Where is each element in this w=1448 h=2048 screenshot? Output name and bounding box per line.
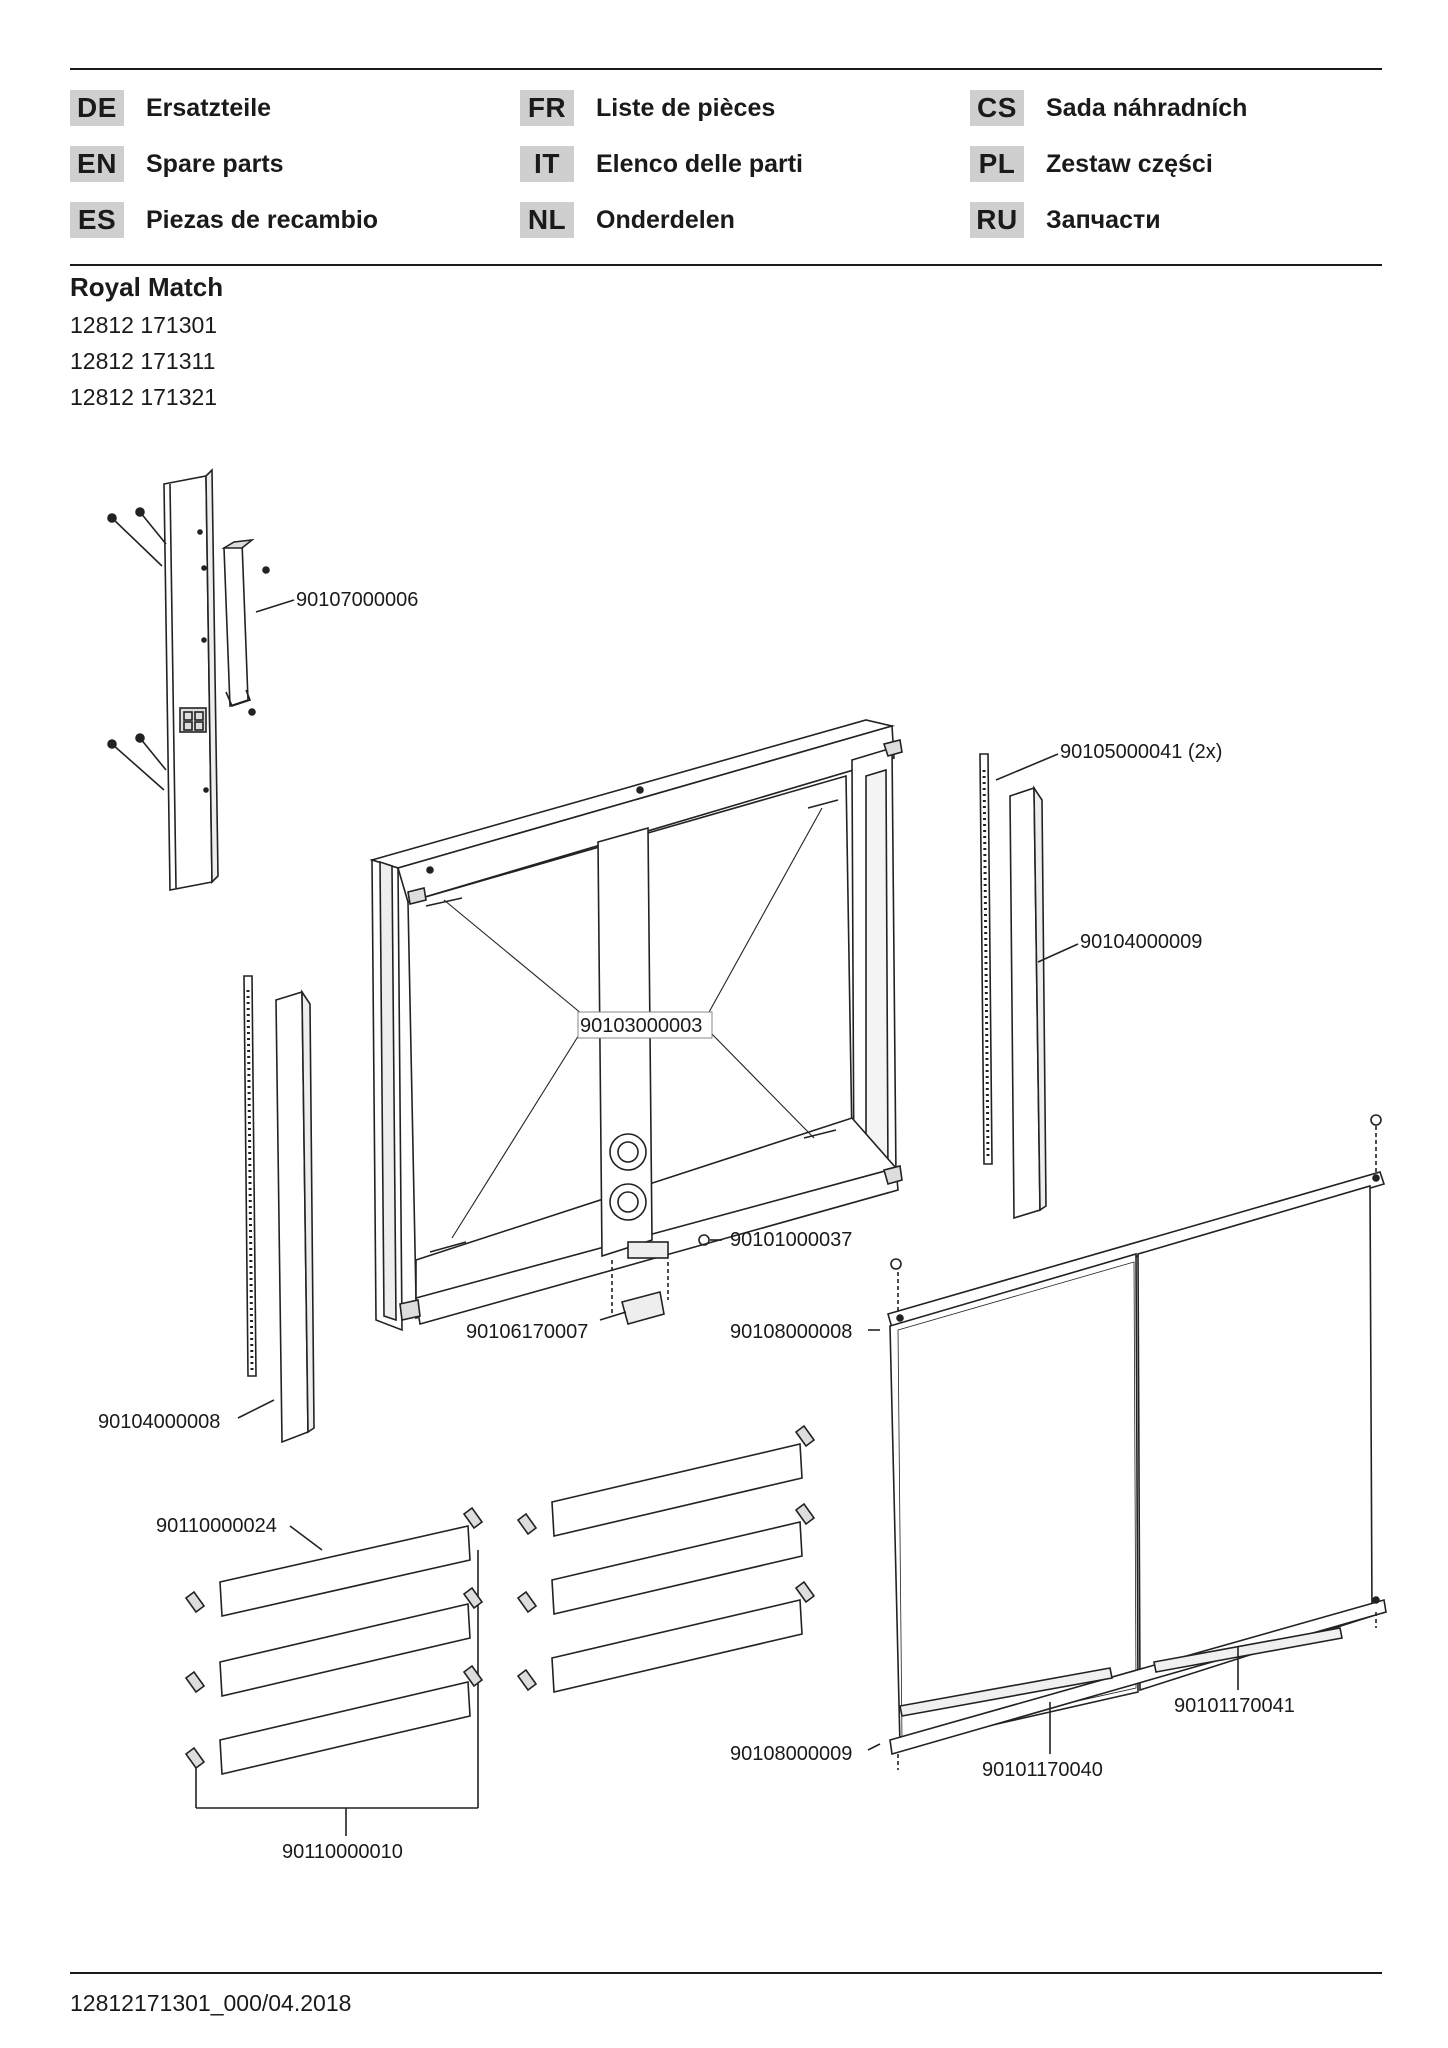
leader-line [256,600,294,612]
leader-line [238,1400,274,1418]
lang-code: PL [970,146,1024,182]
lang-code: ES [70,202,124,238]
lang-label: Onderdelen [596,205,735,234]
lang-code: CS [970,90,1024,126]
product-title: Royal Match [70,272,224,302]
lang-label: Ersatzteile [146,93,272,122]
part-label-door-hinge-top: 90108000008 [730,1321,853,1343]
side-panel-light [164,470,218,890]
lang-label: Запчасти [1046,205,1161,234]
lang-label: Spare parts [146,149,284,178]
part-label-sensor: 90101000037 [730,1229,853,1251]
part-label-shelf-holders: 90110000010 [282,1841,403,1863]
part-label-hinge-screw: 90103000003 [580,1015,703,1037]
article-number: 12812 171311 [70,348,216,374]
leader-line [996,754,1058,780]
lang-code: FR [520,90,574,126]
footer-doc-id: 12812171301_000/04.2018 [70,1990,352,2016]
part-label-door-right: 90101170041 [1174,1695,1295,1717]
lang-code: EN [70,146,124,182]
leader-line [290,1526,322,1550]
part-label-socket-bracket: 90106170007 [466,1321,589,1343]
article-number: 12812 171321 [70,384,218,410]
lang-label: Elenco delle parti [596,149,804,178]
part-label-side-profile-right: 90104000009 [1080,931,1203,953]
side-profile-right [980,754,1046,1218]
lang-label: Piezas de recambio [146,205,379,234]
lang-label: Liste de pièces [596,93,776,122]
side-profile-left [244,976,314,1442]
part-label-side-panel-light: 90107000006 [296,589,419,611]
lang-label: Sada náhradních [1046,93,1248,122]
lang-code: NL [520,202,574,238]
lang-code: IT [520,146,574,182]
shelves-left [220,1526,470,1774]
mirror-doors [888,1115,1386,1770]
shelves-right [552,1444,802,1692]
part-label-door-hinge-bottom: 90108000009 [730,1743,853,1765]
article-number: 12812 171301 [70,312,218,338]
part-label-shelf-glass: 90110000024 [156,1515,277,1537]
part-label-rail-right: 90105000041 (2x) [1060,741,1223,763]
light-module [224,540,252,706]
leader-line [868,1744,880,1750]
part-label-door-left: 90101170040 [982,1759,1103,1781]
lang-code: DE [70,90,124,126]
lang-code: RU [970,202,1024,238]
footer-rule [70,1972,1382,1974]
part-label-side-profile-left: 90104000008 [98,1411,221,1433]
lang-label: Zestaw części [1046,149,1213,178]
